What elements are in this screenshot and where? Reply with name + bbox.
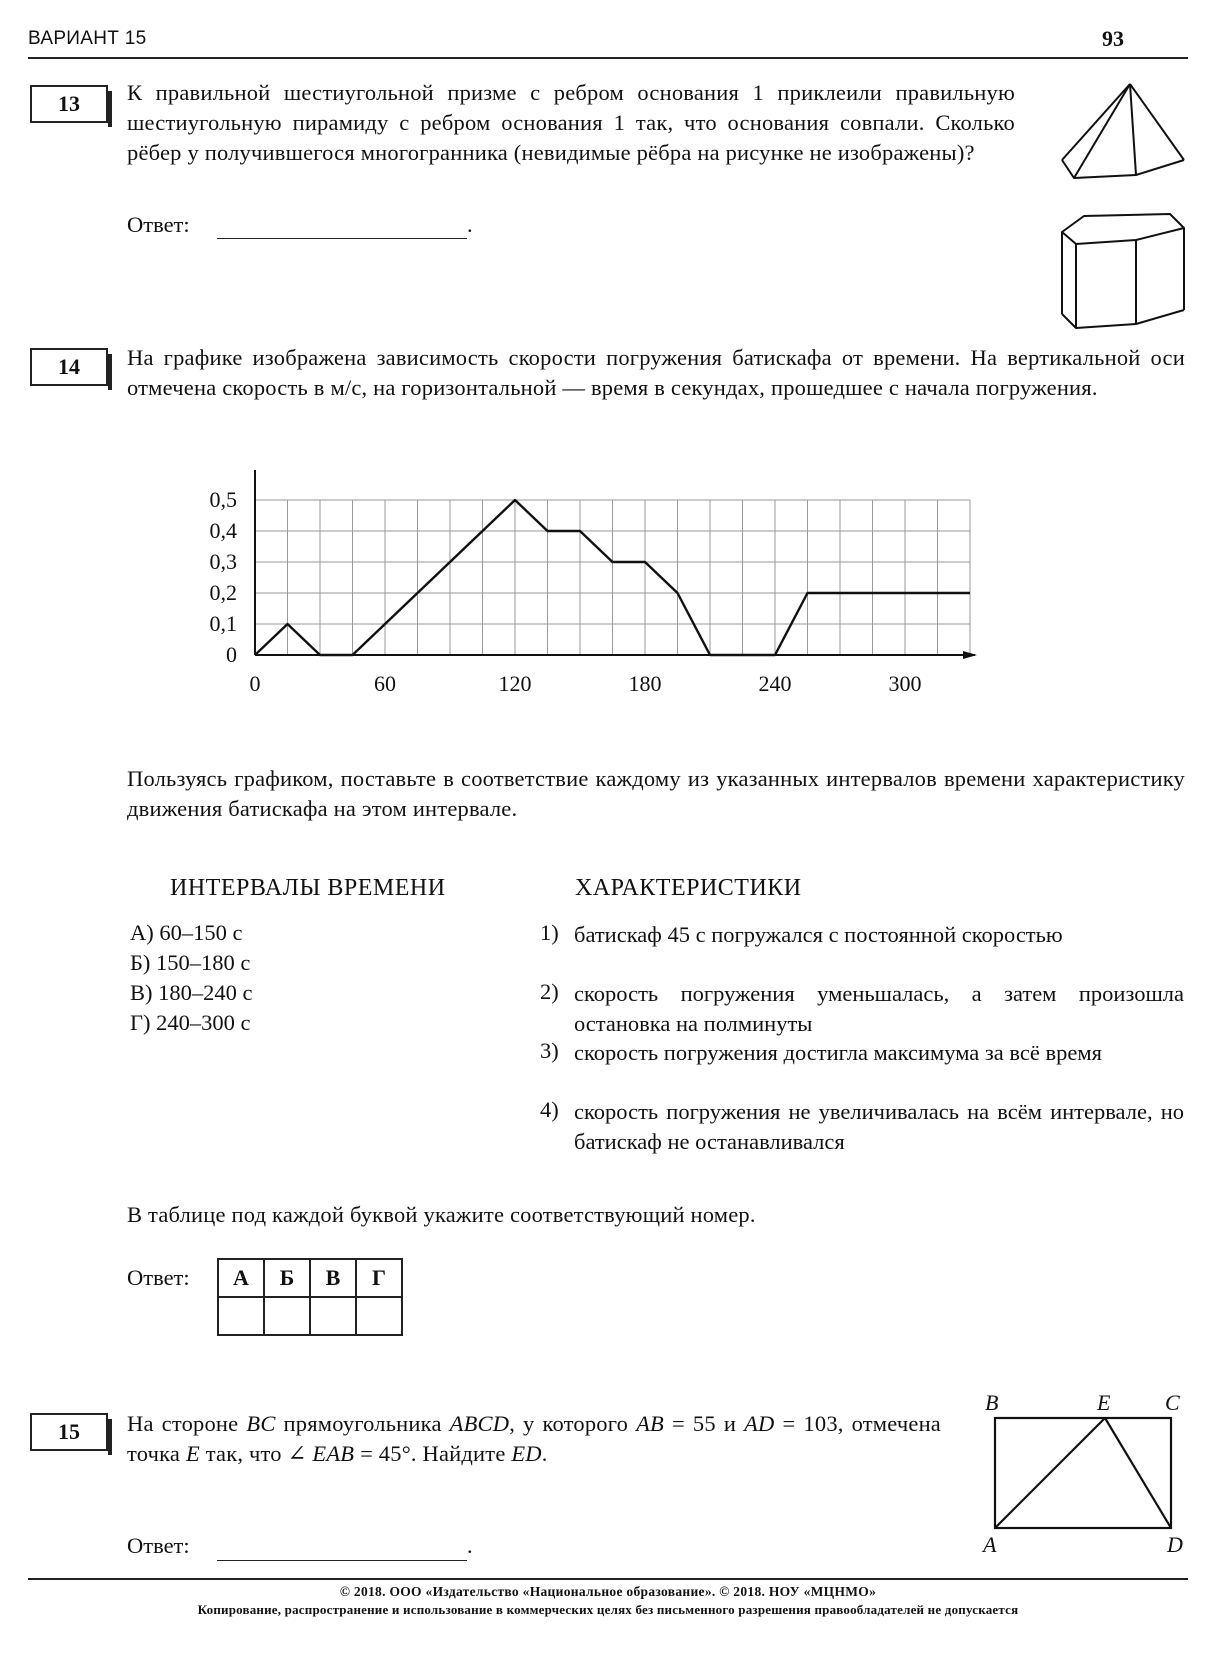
task-15-answer-dot: . (467, 1533, 473, 1558)
label-e: E (1097, 1390, 1111, 1415)
speed-time-chart (180, 470, 1030, 740)
task-14-answer-label: Ответ: (127, 1265, 190, 1290)
characteristic-4-text: скорость погружения не увеличивалась на всём интервале, но батискаф не останавливался (574, 1099, 1184, 1154)
y-tick-label: 0,5 (209, 487, 237, 512)
x-tick-label: 240 (758, 671, 792, 696)
task-13-number: 13 (30, 85, 108, 123)
answer-header-v: В (310, 1259, 356, 1297)
label-c: C (1165, 1390, 1180, 1415)
pyramid-edge (1130, 84, 1184, 160)
chart-axes (251, 470, 977, 659)
pyramid-edge (1062, 84, 1130, 160)
page-number: 93 (1102, 26, 1124, 51)
task-13-answer-field[interactable] (217, 238, 467, 239)
prism-figure (1060, 212, 1190, 332)
segment-ed (1105, 1418, 1171, 1528)
characteristic-3-num: 3) (540, 1038, 559, 1063)
task-15-number: 15 (30, 1413, 108, 1451)
answer-cell-a[interactable] (218, 1297, 264, 1335)
y-tick-label: 0,1 (209, 611, 237, 636)
footer-divider (28, 1578, 1188, 1580)
table-instruction: В таблице под каждой буквой укажите соответствующий номер. (127, 1202, 756, 1227)
y-tick-label: 0 (226, 642, 237, 667)
x-tick-label: 300 (888, 671, 922, 696)
label-d: D (1167, 1532, 1183, 1557)
interval-b: Б) 150–180 с (130, 950, 251, 975)
task-14-instruction: Пользуясь графиком, поставьте в соответствие каждому из указанных интервалов времени характеристику движения батискафа на этом интервале. (127, 766, 1185, 821)
answer-header-a: А (218, 1259, 264, 1297)
task-15-text: На стороне BC прямоугольника ABCD, у которого AB = 55 и AD = 103, отмечена точка E так, что ∠ EAB = 45°. Найдите ED. (127, 1411, 941, 1466)
task-13-answer-dot: . (467, 212, 473, 237)
prism-top-face (1062, 214, 1184, 244)
characteristics-title: ХАРАКТЕРИСТИКИ (575, 875, 802, 901)
characteristic-2-num: 2) (540, 979, 559, 1004)
answer-cell-b[interactable] (264, 1297, 310, 1335)
pyramid-edge (1130, 84, 1136, 175)
variant-title: ВАРИАНТ 15 (28, 28, 147, 49)
task-14-text: На графике изображена зависимость скорости погружения батискафа от времени. На вертикальной оси отмечена скорость в м/с, на горизонтальной — время в секундах, прошедшее с начала погружения. (127, 345, 1185, 400)
y-tick-label: 0,2 (209, 580, 237, 605)
chart-grid (255, 500, 970, 655)
rectangle-figure (975, 1390, 1190, 1558)
x-tick-label: 120 (498, 671, 532, 696)
rectangle-abcd (995, 1418, 1171, 1528)
segment-ae (995, 1418, 1105, 1528)
characteristic-4-num: 4) (540, 1097, 559, 1122)
y-tick-label: 0,4 (209, 518, 237, 543)
task-13-answer-label: Ответ: (127, 212, 190, 237)
pyramid-figure (1060, 80, 1190, 182)
answer-header-g: Г (356, 1259, 402, 1297)
x-tick-label: 180 (628, 671, 662, 696)
footer-notice: Копирование, распространение и использование в коммерческих целях без письменного разрешения правообладателей не допускается (197, 1602, 1019, 1617)
answer-cell-g[interactable] (356, 1297, 402, 1335)
footer-copyright: © 2018. ООО «Издательство «Национальное образование». © 2018. НОУ «МЦНМО» (339, 1584, 877, 1599)
prism-bottom-edges (1062, 310, 1184, 328)
pyramid-edge (1074, 84, 1130, 178)
x-tick-label: 0 (249, 671, 261, 696)
answer-table (217, 1258, 403, 1336)
task-13-text: К правильной шестиугольной призме с ребром основания 1 приклеили правильную шестиугольную пирамиду с ребром основания 1 так, что основания совпали. Сколько рёбер у получившегося многогранника (невидимые рёбра на рисунке не изображены)? (127, 80, 1015, 165)
interval-g: Г) 240–300 с (130, 1010, 251, 1035)
characteristic-1-num: 1) (540, 920, 559, 945)
answer-header-b: Б (264, 1259, 310, 1297)
y-tick-label: 0,3 (209, 549, 237, 574)
answer-cell-v[interactable] (310, 1297, 356, 1335)
intervals-title: ИНТЕРВАЛЫ ВРЕМЕНИ (170, 875, 446, 901)
x-tick-label: 60 (374, 671, 396, 696)
characteristic-1-text: батискаф 45 с погружался с постоянной скоростью (574, 922, 1063, 947)
label-a: A (983, 1532, 997, 1557)
characteristic-3-text: скорость погружения достигла максимума за всё время (574, 1040, 1102, 1065)
chart-ticks (210, 487, 922, 696)
task-14-number: 14 (30, 348, 108, 386)
task-15-answer-label: Ответ: (127, 1533, 190, 1558)
interval-a: А) 60–150 с (130, 920, 243, 945)
characteristic-2-text: скорость погружения уменьшалась, а затем произошла остановка на полминуты (574, 981, 1184, 1036)
label-b: B (985, 1390, 999, 1415)
task-15-answer-field[interactable] (217, 1560, 467, 1561)
interval-v: В) 180–240 с (130, 980, 253, 1005)
header-divider (28, 57, 1188, 59)
